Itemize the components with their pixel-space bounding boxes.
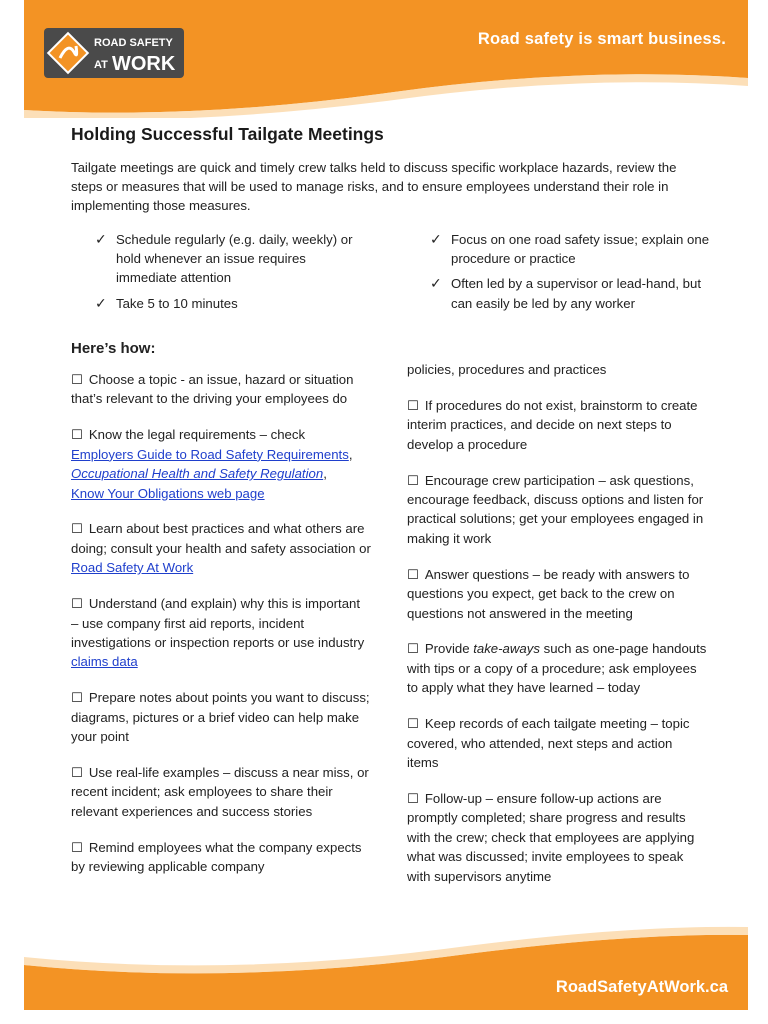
road-safety-at-work-link[interactable]: Road Safety At Work — [71, 560, 194, 576]
step-answer-questions — [407, 565, 707, 623]
checklist-text: Focus on one road safety issue; explain one procedure or practice — [451, 232, 710, 267]
checkbox-icon: ☐ — [407, 716, 419, 732]
step-text: Understand (and explain) why this is important – use company first aid reports, incident investigations or inspection reports or use industry — [71, 596, 365, 650]
checkbox-icon: ☐ — [71, 372, 83, 387]
step-follow-up — [407, 789, 707, 886]
checkbox-icon: ☐ — [71, 839, 83, 855]
checkbox-icon: ☐ — [407, 566, 419, 582]
checkbox-icon: ☐ — [71, 521, 83, 537]
step-real-life-examples — [71, 763, 371, 821]
checkbox-icon: ☐ — [407, 790, 419, 806]
footer-website: RoadSafetyAtWork.ca — [555, 978, 728, 996]
step-text: Use real-life examples – discuss a near miss, or recent incident; ask employees to share their relevant experiences and success stories — [71, 765, 369, 819]
step-text: Prepare notes about points you want to discuss; diagrams, pictures or a brief video can help make your point — [71, 690, 370, 745]
step-prepare-notes — [71, 688, 371, 746]
step-text: such as one-page handouts with tips or a copy of a procedure; ask employees to apply what they have learned – today — [407, 641, 707, 696]
step-text: Follow-up – ensure follow-up actions are promptly completed; share progress and results with the crew; check that employees are applying what was discussed; invite employees to speak with supervisors anytime — [407, 790, 695, 884]
heres-how-heading: Here’s how: — [71, 340, 156, 357]
checkbox-icon: ☐ — [407, 397, 419, 413]
step-keep-records — [407, 714, 707, 772]
checkbox-icon: ☐ — [71, 427, 83, 443]
claims-data-link[interactable]: claims data — [71, 654, 138, 670]
intro-paragraph: Tailgate meetings are quick and timely crew talks held to discuss specific workplace hazards, review the steps or measures that will be used to manage risks, and to ensure employees understand their role in implementing those measures. — [71, 160, 677, 214]
step-remind-employees — [71, 838, 371, 877]
step-text: Answer questions – be ready with answers to questions you expect, get back to the crew on questions not answered in the meeting — [407, 566, 690, 621]
checkmark-icon: ✓ — [95, 294, 107, 311]
step-text: Choose a topic - an issue, hazard or situation that’s relevant to the driving your employees do — [71, 372, 354, 407]
checkbox-icon: ☐ — [407, 472, 419, 488]
step-best-practices — [71, 519, 371, 577]
step-understand-why — [71, 594, 371, 672]
checklist-left — [95, 230, 365, 319]
step-text: Remind employees what the company expects by reviewing applicable company — [71, 839, 362, 875]
checklist-item — [430, 230, 710, 268]
logo-text-road-safety: ROAD SAFETY — [94, 37, 173, 49]
checklist-item — [95, 294, 365, 313]
step-take-aways — [407, 639, 707, 697]
header-tagline: Road safety is smart business. — [477, 30, 726, 48]
steps-right-column — [407, 360, 707, 902]
employers-guide-link[interactable]: Employers Guide to Road Safety Requirements — [71, 446, 349, 462]
step-text: Keep records of each tailgate meeting – topic covered, who attended, next steps and action items — [407, 716, 690, 770]
step-continued: policies, procedures and practices — [407, 362, 607, 377]
step-crew-participation — [407, 471, 707, 549]
know-your-obligations-link[interactable]: Know Your Obligations web page — [71, 485, 265, 501]
logo-text-work: WORK — [112, 53, 176, 75]
checkmark-icon: ✓ — [95, 231, 107, 247]
step-text-italic: take-aways — [473, 641, 540, 657]
ohs-regulation-link[interactable]: Occupational Health and Safety Regulation — [71, 466, 324, 482]
checklist-right — [430, 230, 710, 319]
checkbox-icon: ☐ — [71, 690, 83, 706]
footer-band — [24, 925, 748, 1010]
checklist-text: Often led by a supervisor or lead-hand, but can easily be led by any worker — [451, 276, 701, 311]
step-text: Provide — [424, 641, 470, 657]
step-text: Know the legal requirements – check — [88, 427, 306, 443]
step-text: Learn about best practices and what others are doing; consult your health and safety association or — [71, 521, 371, 556]
steps-left-column — [71, 370, 371, 893]
step-text: If procedures do not exist, brainstorm to create interim practices, and decide on next steps to develop a procedure — [407, 397, 698, 452]
road-safety-at-work-logo — [44, 28, 184, 78]
checkbox-icon: ☐ — [71, 765, 83, 780]
step-legal-requirements: ☐ Know the legal requirements – check Employers Guide to Road Safety Requirements, Occupational Health and Safety Regulation, Know Your Obligations web page — [71, 427, 353, 501]
footer-swoosh — [24, 925, 748, 1010]
checklist-text: Take 5 to 10 minutes — [116, 295, 238, 311]
step-text: Encourage crew participation – ask questions, encourage feedback, discuss options and listen for practical solutions; get your employees engaged in making it work — [407, 472, 704, 546]
logo-text-at: AT — [94, 59, 108, 71]
step-brainstorm — [407, 396, 707, 454]
page-title: Holding Successful Tailgate Meetings — [71, 124, 384, 144]
checkbox-icon: ☐ — [407, 641, 419, 657]
checkmark-icon: ✓ — [430, 231, 442, 247]
checkbox-icon: ☐ — [71, 596, 83, 612]
checklist-item — [430, 274, 710, 312]
checklist-item — [95, 230, 365, 288]
checkmark-icon: ✓ — [430, 275, 442, 292]
step-choose-topic — [71, 370, 371, 409]
checklist-text: Schedule regularly (e.g. daily, weekly) or hold whenever an issue requires immediate attention — [116, 232, 353, 286]
